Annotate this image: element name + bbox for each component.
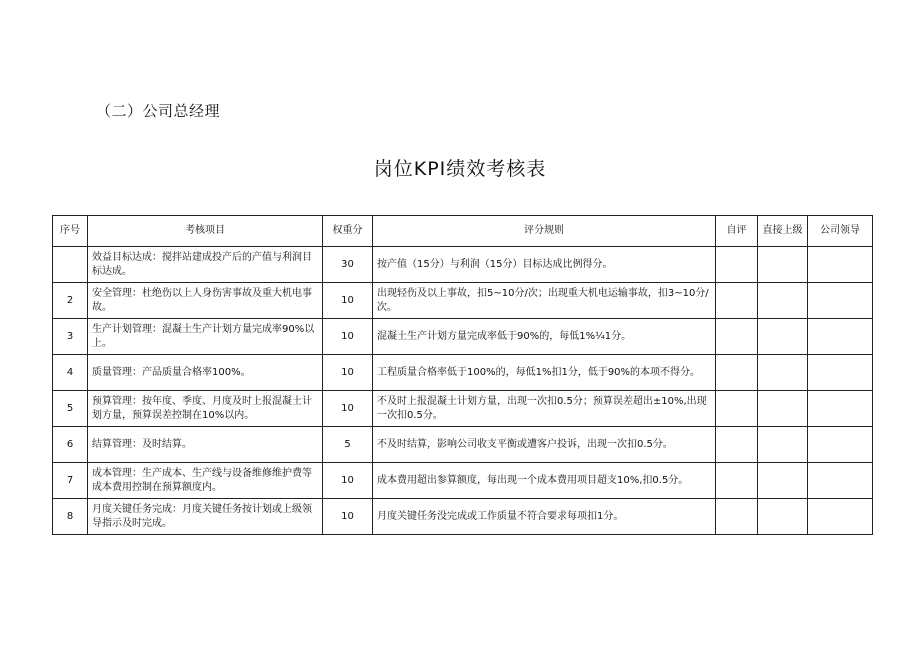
table-row	[53, 283, 873, 319]
header-superior-eval: 直接上级	[758, 216, 808, 247]
self-eval-cell[interactable]	[716, 247, 758, 283]
header-index: 序号	[53, 216, 88, 247]
row-rule: 不及时结算，影响公司收支平衡或遭客户投诉，出现一次扣0.5分。	[373, 427, 716, 463]
row-weight: 10	[323, 319, 373, 355]
row-item: 成本管理：生产成本、生产线与设备维修维护费等成本费用控制在预算额度内。	[88, 463, 323, 499]
row-index	[53, 247, 88, 283]
row-index: 4	[53, 355, 88, 391]
row-item: 效益目标达成：搅拌站建成投产后的产值与利润目标达成。	[88, 247, 323, 283]
table-row	[53, 319, 873, 355]
kpi-table	[52, 215, 873, 535]
leader-eval-cell[interactable]	[808, 355, 873, 391]
row-weight: 10	[323, 463, 373, 499]
row-weight: 10	[323, 283, 373, 319]
self-eval-cell[interactable]	[716, 391, 758, 427]
header-item: 考核项目	[88, 216, 323, 247]
row-item: 质量管理：产品质量合格率100%。	[88, 355, 323, 391]
self-eval-cell[interactable]	[716, 427, 758, 463]
superior-eval-cell[interactable]	[758, 499, 808, 535]
table-row	[53, 355, 873, 391]
leader-eval-cell[interactable]	[808, 283, 873, 319]
table-header-row	[53, 216, 873, 247]
header-rule: 评分规则	[373, 216, 716, 247]
table-row	[53, 391, 873, 427]
leader-eval-cell[interactable]	[808, 247, 873, 283]
row-rule: 按产值（15分）与利润（15分）目标达成比例得分。	[373, 247, 716, 283]
header-leader-eval: 公司领导	[808, 216, 873, 247]
self-eval-cell[interactable]	[716, 319, 758, 355]
row-rule: 工程质量合格率低于100%的，每低1%扣1分，低于90%的本项不得分。	[373, 355, 716, 391]
row-item: 安全管理：杜绝伤以上人身伤害事故及重大机电事故。	[88, 283, 323, 319]
row-rule: 不及时上报混凝土计划方量，出现一次扣0.5分；预算误差超出±10%,出现一次扣0.5分。	[373, 391, 716, 427]
superior-eval-cell[interactable]	[758, 283, 808, 319]
superior-eval-cell[interactable]	[758, 427, 808, 463]
row-weight: 10	[323, 499, 373, 535]
row-item: 结算管理：及时结算。	[88, 427, 323, 463]
row-rule: 混凝土生产计划方量完成率低于90%的，每低1%¼1分。	[373, 319, 716, 355]
superior-eval-cell[interactable]	[758, 391, 808, 427]
row-rule: 月度关键任务没完成或工作质量不符合要求每项扣1分。	[373, 499, 716, 535]
row-weight: 5	[323, 427, 373, 463]
section-heading: （二）公司总经理	[96, 102, 221, 120]
row-item: 预算管理：按年度、季度、月度及时上报混凝土计划方量，预算误差控制在10%以内。	[88, 391, 323, 427]
superior-eval-cell[interactable]	[758, 247, 808, 283]
row-index: 5	[53, 391, 88, 427]
leader-eval-cell[interactable]	[808, 463, 873, 499]
row-index: 2	[53, 283, 88, 319]
header-self-eval: 自评	[716, 216, 758, 247]
self-eval-cell[interactable]	[716, 499, 758, 535]
superior-eval-cell[interactable]	[758, 463, 808, 499]
leader-eval-cell[interactable]	[808, 319, 873, 355]
row-weight: 10	[323, 355, 373, 391]
row-item: 生产计划管理：混凝土生产计划方量完成率90%以上。	[88, 319, 323, 355]
row-index: 8	[53, 499, 88, 535]
table-row	[53, 427, 873, 463]
page-title: 岗位KPI绩效考核表	[373, 158, 547, 180]
leader-eval-cell[interactable]	[808, 427, 873, 463]
table-row	[53, 463, 873, 499]
row-index: 3	[53, 319, 88, 355]
row-index: 7	[53, 463, 88, 499]
self-eval-cell[interactable]	[716, 355, 758, 391]
table-row	[53, 247, 873, 283]
self-eval-cell[interactable]	[716, 463, 758, 499]
self-eval-cell[interactable]	[716, 283, 758, 319]
header-weight: 权重分	[323, 216, 373, 247]
row-weight: 30	[323, 247, 373, 283]
row-weight: 10	[323, 391, 373, 427]
table-row	[53, 499, 873, 535]
row-rule: 出现轻伤及以上事故，扣5~10分/次；出现重大机电运输事故，扣3~10分/次。	[373, 283, 716, 319]
leader-eval-cell[interactable]	[808, 499, 873, 535]
superior-eval-cell[interactable]	[758, 355, 808, 391]
superior-eval-cell[interactable]	[758, 319, 808, 355]
row-rule: 成本费用超出参算额度，每出现一个成本费用项目超支10%,扣0.5分。	[373, 463, 716, 499]
row-item: 月度关键任务完成：月度关键任务按计划或上级领导指示及时完成。	[88, 499, 323, 535]
leader-eval-cell[interactable]	[808, 391, 873, 427]
row-index: 6	[53, 427, 88, 463]
